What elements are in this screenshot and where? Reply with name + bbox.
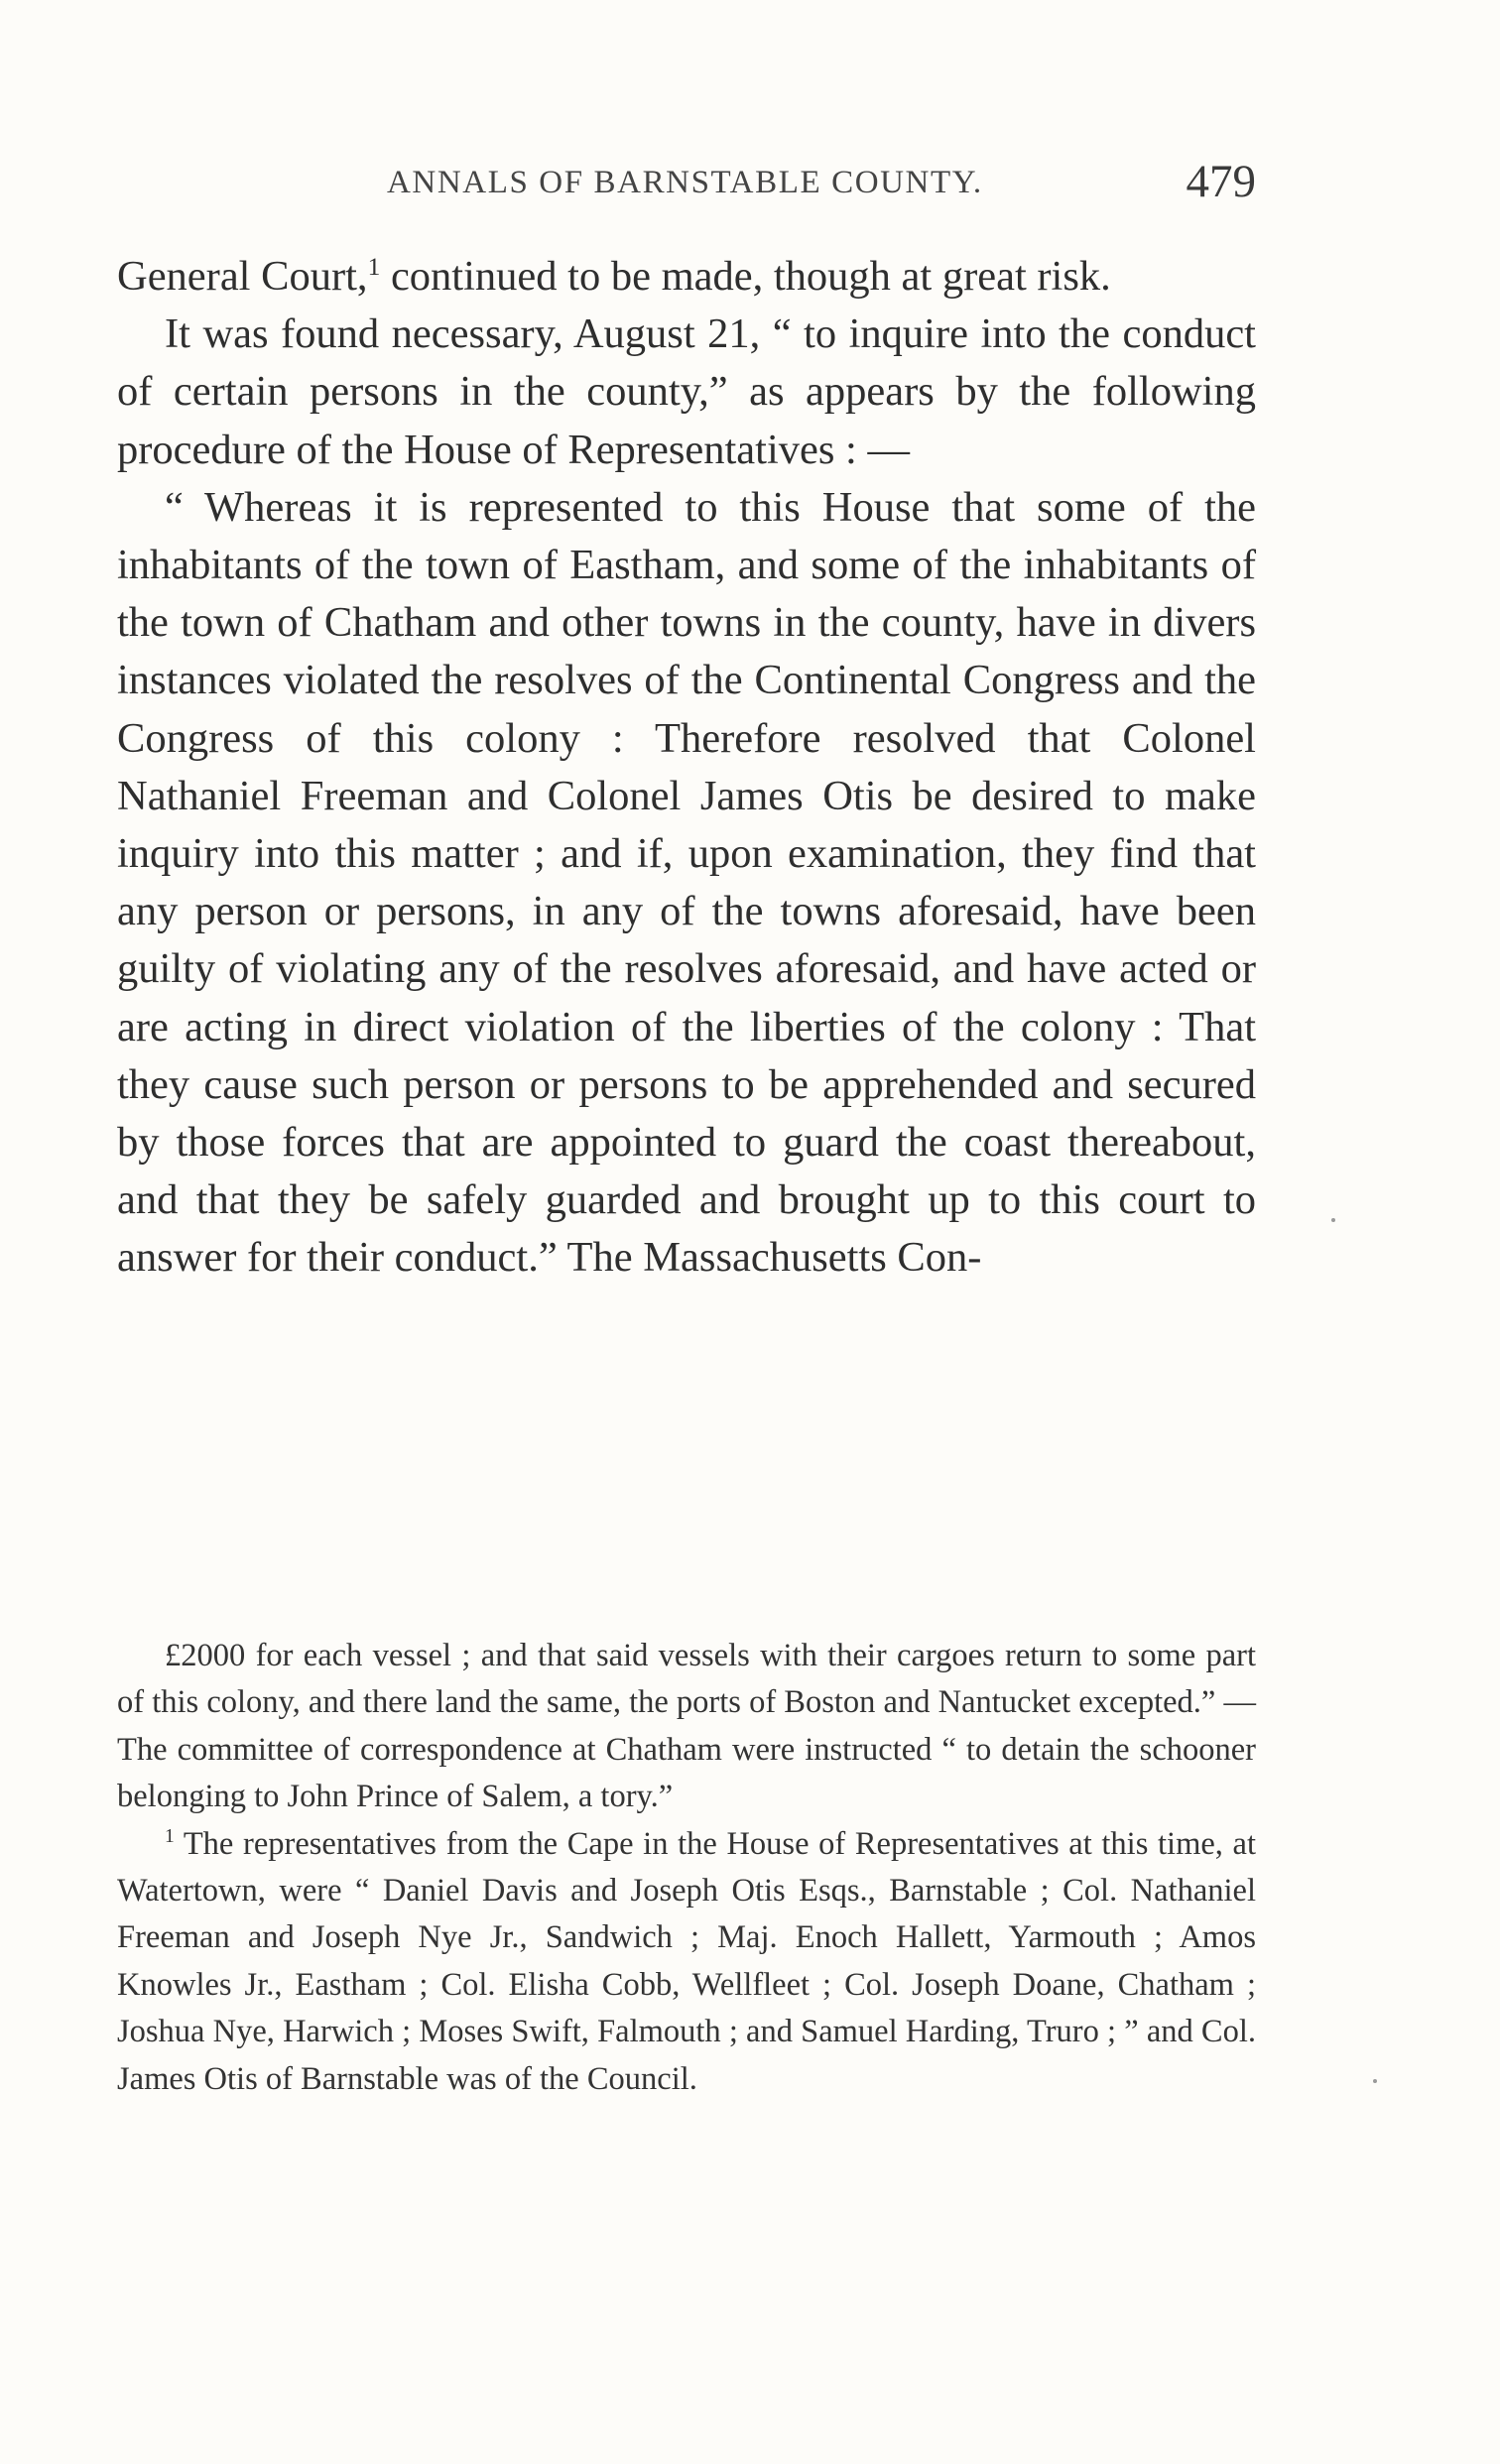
paragraph-1-rest: continued to be made, though at great risk. — [390, 253, 1111, 300]
page-number: 479 — [1186, 156, 1256, 207]
footnote-continued: £2000 for each vessel ; and that said vessels with their cargoes return to some part of this colony, and there land the same, the ports of Boston and Nantucket excepted.” — The committee of correspondence at Chatham were instructed “ to detain the schooner belonging to John Prince of Salem, a tory.” — [117, 1638, 1256, 1815]
paper-speck — [1331, 1218, 1335, 1222]
paragraph-continued — [117, 248, 1256, 306]
paper-speck — [1373, 2079, 1377, 2083]
paragraph-inquiry: It was found necessary, August 21, “ to inquire into the conduct of certain persons in the county,” as appears by the following procedure of the House of Representatives : — — [117, 310, 1256, 473]
page-header — [117, 156, 1256, 218]
paragraph-1-lead: General Court, — [117, 253, 368, 300]
main-text — [117, 248, 1256, 1288]
footnote-1 — [117, 1821, 1256, 2103]
running-head: ANNALS OF BARNSTABLE COUNTY. — [387, 165, 983, 200]
footnote-reference: 1 — [367, 251, 381, 281]
footnotes — [117, 1633, 1256, 2103]
paragraph-resolve-quote: “ Whereas it is represented to this House that some of the inhabitants of the town of Eastham, and some of the inhabitants of the town of Chatham and other towns in the county, have in divers instances violated the resolves of the Continental Congress and the Congress of this colony : Therefore resolved that Colonel Nathaniel Freeman and Colonel James Otis be desired to make inquiry into this matter ; and if, upon examination, they find that any person or persons, in any of the towns aforesaid, have been guilty of violating any of the resolves aforesaid, and have acted or are acting in direct violation of the liberties of the colony : That they cause such person or persons to be apprehended and secured by those forces that are appointed to guard the coast thereabout, and that they be safely guarded and brought up to this court to answer for their conduct.” The Massachusetts Con- — [117, 483, 1256, 1282]
footnote-1-text: The representatives from the Cape in the House of Representatives at this time, at Watertown, were “ Daniel Davis and Joseph Otis Esqs., Barnstable ; Col. Nathaniel Freeman and Joseph Nye Jr., Sandwich ; Maj. Enoch Hallett, Yarmouth ; Amos Knowles Jr., Eastham ; Col. Elisha Cobb, Wellfleet ; Col. Joseph Doane, Chatham ; Joshua Nye, Harwich ; Moses Swift, Falmouth ; and Samuel Harding, Truro ; ” and Col. James Otis of Barnstable was of the Council. — [117, 1825, 1257, 2097]
footnote-1-marker: 1 — [165, 1825, 175, 1847]
